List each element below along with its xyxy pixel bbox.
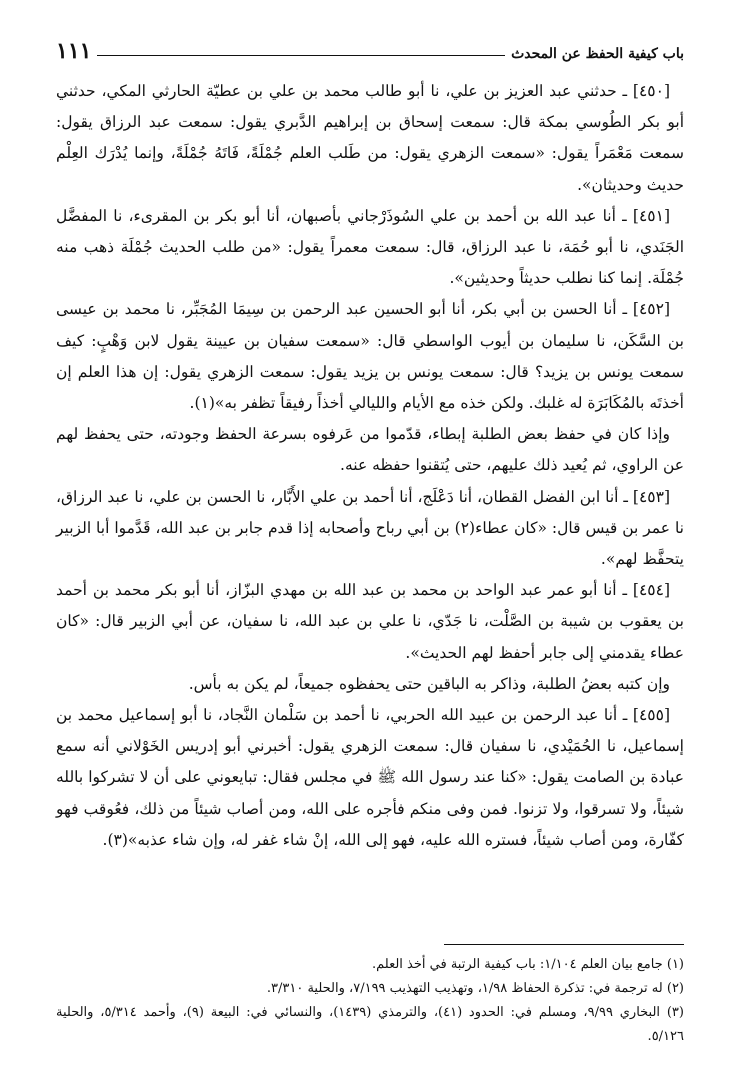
footnotes (56, 944, 684, 1049)
hadith-452: [٤٥٢] ـ أنا الحسن بن أبي بكر، أنا أبو الحسين عبد الرحمن بن سِيمَا المُجَبِّر، نا محمد بن عيسى بن السَّكَن، نا سليمان بن أيوب الواسطي قال: «سمعت سفيان بن عيينة يقول لابن وَهْبٍ: كيف سمعت يونس بن يزيد؟ قال: سمعت يونس بن يزيد يقول: سمعت الزهري يقول: إن هذا العلم إن أخذتَه بالمُكَابَرَة له غلبك. ولكن خذه مع الأيام والليالي أخذاً رفيقاً تظفر به»(١). (56, 300, 684, 413)
footnote-2: (٢) له ترجمة في: تذكرة الحفاظ ١/٩٨، وتهذيب التهذيب ٧/١٩٩، والحلية ٣/٣١٠. (266, 981, 684, 996)
footnote-3: (٣) البخاري ٩/٩٩، ومسلم في: الحدود (٤١)، والترمذي (١٤٣٩)، والنسائي في: البيعة (٩)، وأحمد ٥/٣١٤، والحلية ٥/١٢٦. (56, 1005, 684, 1044)
commentary-paragraph: وإن كتبه بعضُ الطلبة، وذاكر به الباقين حتى يحفظوه جميعاً، لم يكن به بأس. (188, 674, 670, 693)
page-number: ١١١ (56, 38, 92, 64)
book-page (56, 30, 684, 856)
page-header (56, 30, 684, 62)
chapter-title: باب كيفية الحفظ عن المحدث (511, 46, 684, 62)
hadith-455: [٤٥٥] ـ أنا عبد الرحمن بن عبيد الله الحربي، نا أحمد بن سَلْمان النَّجاد، نا أبو إسماعيل محمد بن إسماعيل، نا الحُمَيْدي، نا سفيان قال: سمعت الزهري يقول: أخبرني أبو إدريس الخَوْلاني أنه سمع عبادة بن الصامت يقول: «كنا عند رسول الله ﷺ في مجلس فقال: تبايعوني على أن لا تشركوا بالله شيئاً، ولا تسرقوا، ولا تزنوا. فمن وفى منكم فأجره على الله، ومن أصاب شيئاً من ذلك، فعُوقب فهو كفّارة، ومن أصاب شيئاً، فستره الله عليه، فهو إلى الله، إنْ شاء غفر له، وإن شاء عذبه»(٣). (56, 706, 684, 849)
hadith-454: [٤٥٤] ـ أنا أبو عمر عبد الواحد بن محمد بن عبد الله بن مهدي البزّاز، أنا أبو بكر محمد بن أحمد بن يعقوب بن شيبة بن الصَّلْت، نا جَدّي، نا علي بن عبد الله، نا سفيان، عن أبي الزبير قال: «كان عطاء يقدمني إلى جابر أحفظ لهم الحديث». (56, 581, 684, 662)
hadith-453: [٤٥٣] ـ أنا ابن الفضل القطان، أنا دَعْلَج، أنا أحمد بن علي الأَبَّار، نا الحسن بن علي، نا عبد الرزاق، نا عمر بن قيس قال: «كان عطاء(٢) بن أبي رباح وأصحابه إذا قدم جابر بن عبد الله، قَدَّموا أبا الزبير يتحفَّظ لهم». (56, 487, 684, 569)
footnote-1: (١) جامع بيان العلم ١/١٠٤: باب كيفية الرتبة في أخذ العلم. (371, 957, 684, 972)
commentary-paragraph: وإذا كان في حفظ بعض الطلبة إبطاء، قدّموا من عَرفوه بسرعة الحفظ وجودته، حتى يحفظ لهم عن الراوي، ثم يُعيد ذلك عليهم، حتى يُتقنوا حفظه عنه. (56, 425, 684, 475)
hadith-451: [٤٥١] ـ أنا عبد الله بن أحمد بن علي السُوذَرْجاني بأصبهان، أنا أبو بكر بن المقرىء، نا المفضَّل الجَنَدي، نا أبو حُمَة، نا عبد الرزاق، قال: سمعت معمراً يقول: «من طلب الحديث جُمْلَة ذهب منه جُمْلَة. إنما كنا نطلب حديثاً وحديثين». (56, 206, 684, 288)
hadith-450: [٤٥٠] ـ حدثني عبد العزيز بن علي، نا أبو طالب محمد بن علي بن عطيّة الحارثي المكي، حدثني أبو بكر الطُوسي بمكة قال: سمعت إسحاق بن إبراهيم الدَّبري يقول: سمعت عبد الرزاق يقول: سمعت مَعْمَراً يقول: «سمعت الزهري يقول: من طَلب العلم جُمْلَةً، فَاتَهُ جُمْلَةً، وإنما يُدْرَك العِلْم حديث وحديثان». (56, 82, 684, 194)
header-rule (97, 55, 505, 56)
footnote-rule (444, 944, 684, 945)
main-text (56, 76, 684, 856)
